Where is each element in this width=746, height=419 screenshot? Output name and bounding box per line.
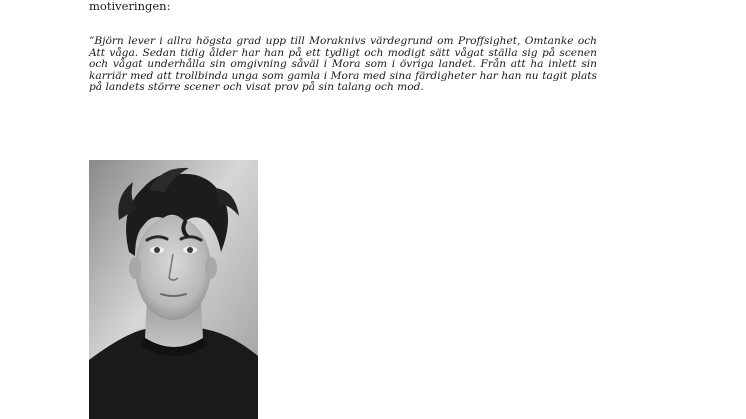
quote-paragraph: ”Björn lever i allra högsta grad upp till Moraknivs värdegrund om Proffsighet, Omtanke och Att våga. Sedan tidig ålder har han på ett tydligt och modigt sätt vågat ställa sig på scenen och vågat underhålla sin omgivning såväl i Mora som i övriga landet. Från att ha inlett sin karriär med att trollbinda unga som gamla i Mora med sina färdigheter har han nu tagit plats på landets större scener och visat prov på sin talang och mod. [89,35,597,94]
portrait-photo [89,160,258,419]
lead-paragraph: motiveringen: [89,0,171,13]
